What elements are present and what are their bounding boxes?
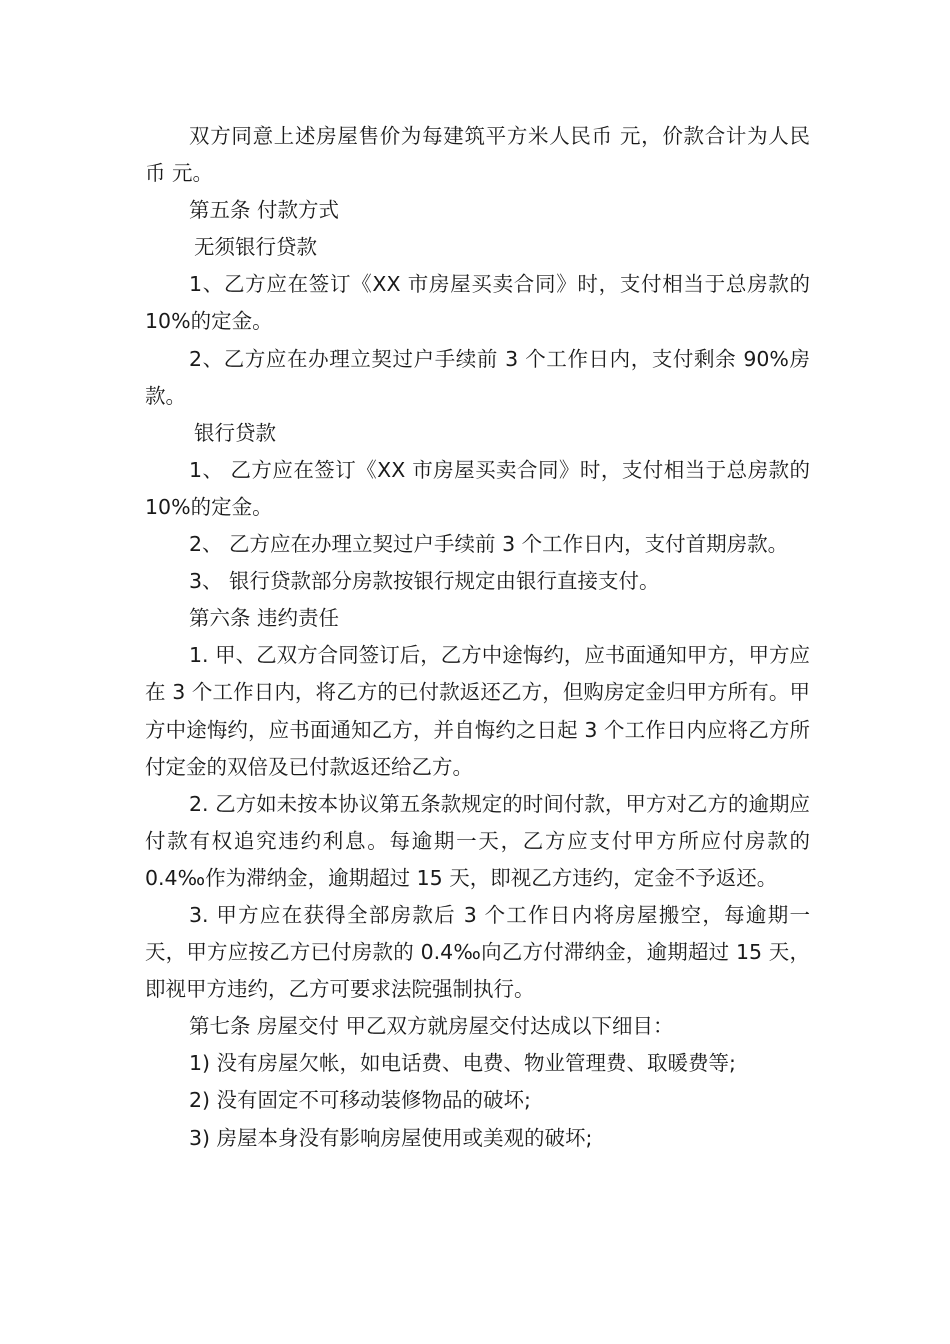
- no-loan-subheading: 无须银行贷款: [194, 235, 317, 260]
- loan-subheading: 银行贷款: [194, 420, 276, 445]
- handover-item-3: 3) 房屋本身没有影响房屋使用或美观的破坏;: [189, 1125, 593, 1150]
- article-5-heading: 第五条 付款方式: [189, 198, 340, 223]
- loan-item-1: 1、 乙方应在签订《XX 市房屋买卖合同》时，支付相当于总房款的 10%的定金。: [145, 457, 810, 519]
- document-body: [145, 118, 810, 1157]
- loan-item-2: 2、 乙方应在办理立契过户手续前 3 个工作日内，支付首期房款。: [189, 532, 789, 557]
- breach-clause-1: 1. 甲、乙双方合同签订后，乙方中途悔约，应书面通知甲方，甲方应在 3 个工作日内，将乙方的已付款返还乙方，但购房定金归甲方所有。甲方中途悔约，应书面通知乙方，并自悔约之日起 3 个工作日内应将乙方所付定金的双倍及已付款返还给乙方。: [145, 643, 810, 779]
- handover-item-2: 2) 没有固定不可移动装修物品的破坏;: [189, 1088, 531, 1113]
- breach-clause-2: 2. 乙方如未按本协议第五条款规定的时间付款，甲方对乙方的逾期应付款有权追究违约利息。每逾期一天，乙方应支付甲方所应付房款的 0.4‰作为滞纳金，逾期超过 15 天，即视乙方违约，定金不予返还。: [145, 791, 810, 890]
- article-7-heading: 第七条 房屋交付 甲乙双方就房屋交付达成以下细目：: [189, 1014, 674, 1039]
- loan-item-3: 3、 银行贷款部分房款按银行规定由银行直接支付。: [189, 569, 660, 594]
- handover-item-1: 1) 没有房屋欠帐，如电话费、电费、物业管理费、取暖费等;: [189, 1051, 736, 1076]
- no-loan-item-2: 2、乙方应在办理立契过户手续前 3 个工作日内，支付剩余 90%房款。: [145, 346, 810, 408]
- breach-clause-3: 3. 甲方应在获得全部房款后 3 个工作日内将房屋搬空，每逾期一天，甲方应按乙方已付房款的 0.4‰向乙方付滞纳金，逾期超过 15 天，即视甲方违约，乙方可要求法院强制执行。: [145, 902, 810, 1002]
- price-paragraph: 双方同意上述房屋售价为每建筑平方米人民币 元，价款合计为人民币 元。: [145, 124, 810, 186]
- article-6-heading: 第六条 违约责任: [189, 606, 340, 631]
- no-loan-item-1: 1、乙方应在签订《XX 市房屋买卖合同》时，支付相当于总房款的 10%的定金。: [145, 272, 810, 334]
